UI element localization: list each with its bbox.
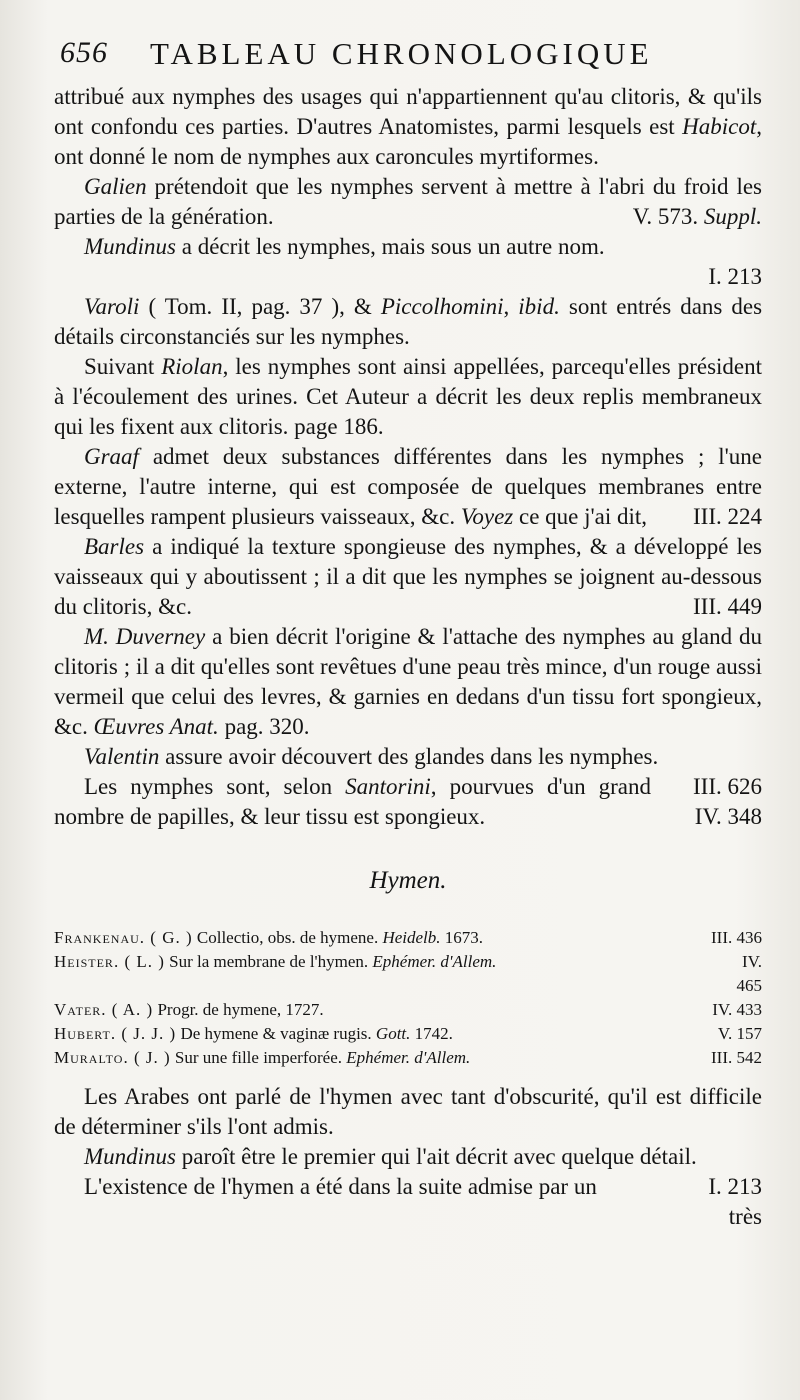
running-title: TABLEAU CHRONOLOGIQUE bbox=[150, 36, 653, 71]
bib-author: Hubert. ( J. J. ) bbox=[54, 1024, 177, 1043]
author-name: Santorini bbox=[345, 774, 431, 799]
bib-author: Vater. ( A. ) bbox=[54, 1000, 154, 1019]
reference-continuation: 465 bbox=[736, 976, 762, 995]
paragraph: Valentin assure avoir découvert des glandes dans les nymphes. III. 626 bbox=[54, 742, 762, 772]
author-name: Graaf bbox=[84, 444, 139, 469]
author-name: M. Duverney bbox=[84, 624, 206, 649]
paragraph: Mundinus paroît être le premier qui l'ait décrit avec quelque détail. I. 213 bbox=[54, 1142, 762, 1172]
volume-reference: III. 449 bbox=[693, 594, 762, 619]
volume-reference: III. 224 bbox=[693, 504, 762, 529]
author-name: Mundinus bbox=[84, 234, 176, 259]
bibliography-entry: Vater. ( A. ) Progr. de hymene, 1727. IV. 433 bbox=[54, 998, 762, 1022]
author-name: Habicot bbox=[682, 114, 757, 139]
bibliography-entry: Heister. ( L. ) Sur la membrane de l'hymen. Ephémer. d'Allem. IV. bbox=[54, 950, 762, 974]
bibliography-entry: Hubert. ( J. J. ) De hymene & vaginæ rugis. Gott. 1742. V. 157 bbox=[54, 1022, 762, 1046]
author-name: Valentin bbox=[84, 744, 160, 769]
volume-reference: I. 213 bbox=[708, 264, 762, 289]
paragraph: Galien prétendoit que les nymphes servent à mettre à l'abri du froid les parties de la génération. V. 573. Suppl. bbox=[54, 172, 762, 232]
bibliography-entry: Muralto. ( J. ) Sur une fille imperforée. Ephémer. d'Allem. III. 542 bbox=[54, 1046, 762, 1070]
page-header bbox=[60, 34, 760, 78]
paragraph: Les nymphes sont, selon Santorini, pourvues d'un grand nombre de papilles, & leur tissu est spongieux. IV. 348 bbox=[54, 772, 762, 832]
volume-reference: I. 213 bbox=[708, 1174, 762, 1199]
volume-reference: IV. bbox=[742, 952, 762, 971]
paragraph: M. Duverney a bien décrit l'origine & l'attache des nymphes au gland du clitoris ; il a dit qu'elles sont revêtues d'une peau très mince, d'un rouge aussi vermeil que celui des levres, & garnies en dedans d'un tissu fort spongieux, &c. Œuvres Anat. pag. 320. bbox=[54, 624, 762, 739]
author-name: Barles bbox=[84, 534, 145, 559]
author-name: Riolan bbox=[161, 354, 223, 379]
page-body bbox=[54, 82, 762, 1232]
author-name: Mundinus bbox=[84, 1144, 176, 1169]
volume-reference: V. 157 bbox=[717, 1024, 762, 1043]
volume-reference: IV. 348 bbox=[694, 804, 762, 829]
page-number: 656 bbox=[60, 36, 108, 69]
author-name: Galien bbox=[84, 174, 147, 199]
author-name: Piccolhomini bbox=[380, 294, 504, 319]
volume-reference: III. 436 bbox=[711, 928, 762, 947]
paragraph: L'existence de l'hymen a été dans la suite admise par un très bbox=[54, 1172, 762, 1232]
paragraph: Barles a indiqué la texture spongieuse des nymphes, & a développé les vaisseaux qui y aboutissent ; il a dit que les nymphes se joignent au-dessous du clitoris, &c. III. 449 bbox=[54, 532, 762, 622]
paragraph: Varoli ( Tom. II, pag. 37 ), & Piccolhomini, ibid. sont entrés dans des détails circonstanciés sur les nymphes. bbox=[54, 294, 763, 349]
bibliography-list bbox=[54, 926, 762, 1070]
volume-reference: III. 626 bbox=[693, 774, 762, 799]
bib-author: Muralto. ( J. ) bbox=[54, 1048, 171, 1067]
volume-reference: III. 542 bbox=[711, 1048, 762, 1067]
bib-author: Frankenau. ( G. ) bbox=[54, 928, 193, 947]
paragraph: Les Arabes ont parlé de l'hymen avec tant d'obscurité, qu'il est difficile de déterminer s'ils l'ont admis. bbox=[54, 1084, 762, 1139]
catchword: très bbox=[728, 1204, 762, 1229]
paragraph: Suivant Riolan, les nymphes sont ainsi appellées, parcequ'elles président à l'écoulement des urines. Cet Auteur a décrit les deux replis membraneux qui les fixent aux clitoris. page 186. bbox=[54, 354, 763, 439]
paragraph: attribué aux nymphes des usages qui n'appartiennent qu'au clitoris, & qu'ils ont confondu ces parties. D'autres Anatomistes, parmi lesquels est Habicot, ont donné le nom de nymphes aux caroncules myrtiformes. bbox=[54, 84, 763, 169]
paragraph: Graaf admet deux substances différentes dans les nymphes ; l'une externe, l'autre interne, qui est composée de quelques membranes entre lesquelles rampent plusieurs vaisseaux, &c. Voyez ce que j'ai dit, III. 224 bbox=[54, 442, 762, 532]
author-name: Varoli bbox=[84, 294, 140, 319]
bibliography-entry: Frankenau. ( G. ) Collectio, obs. de hymene. Heidelb. 1673. III. 436 bbox=[54, 926, 762, 950]
volume-reference: V. 573. Suppl. bbox=[632, 204, 762, 229]
paragraph: Mundinus a décrit les nymphes, mais sous un autre nom. I. 213 bbox=[54, 232, 762, 292]
volume-reference: IV. 433 bbox=[712, 1000, 762, 1019]
bib-author: Heister. ( L. ) bbox=[54, 952, 165, 971]
section-heading: Hymen. bbox=[369, 867, 447, 894]
